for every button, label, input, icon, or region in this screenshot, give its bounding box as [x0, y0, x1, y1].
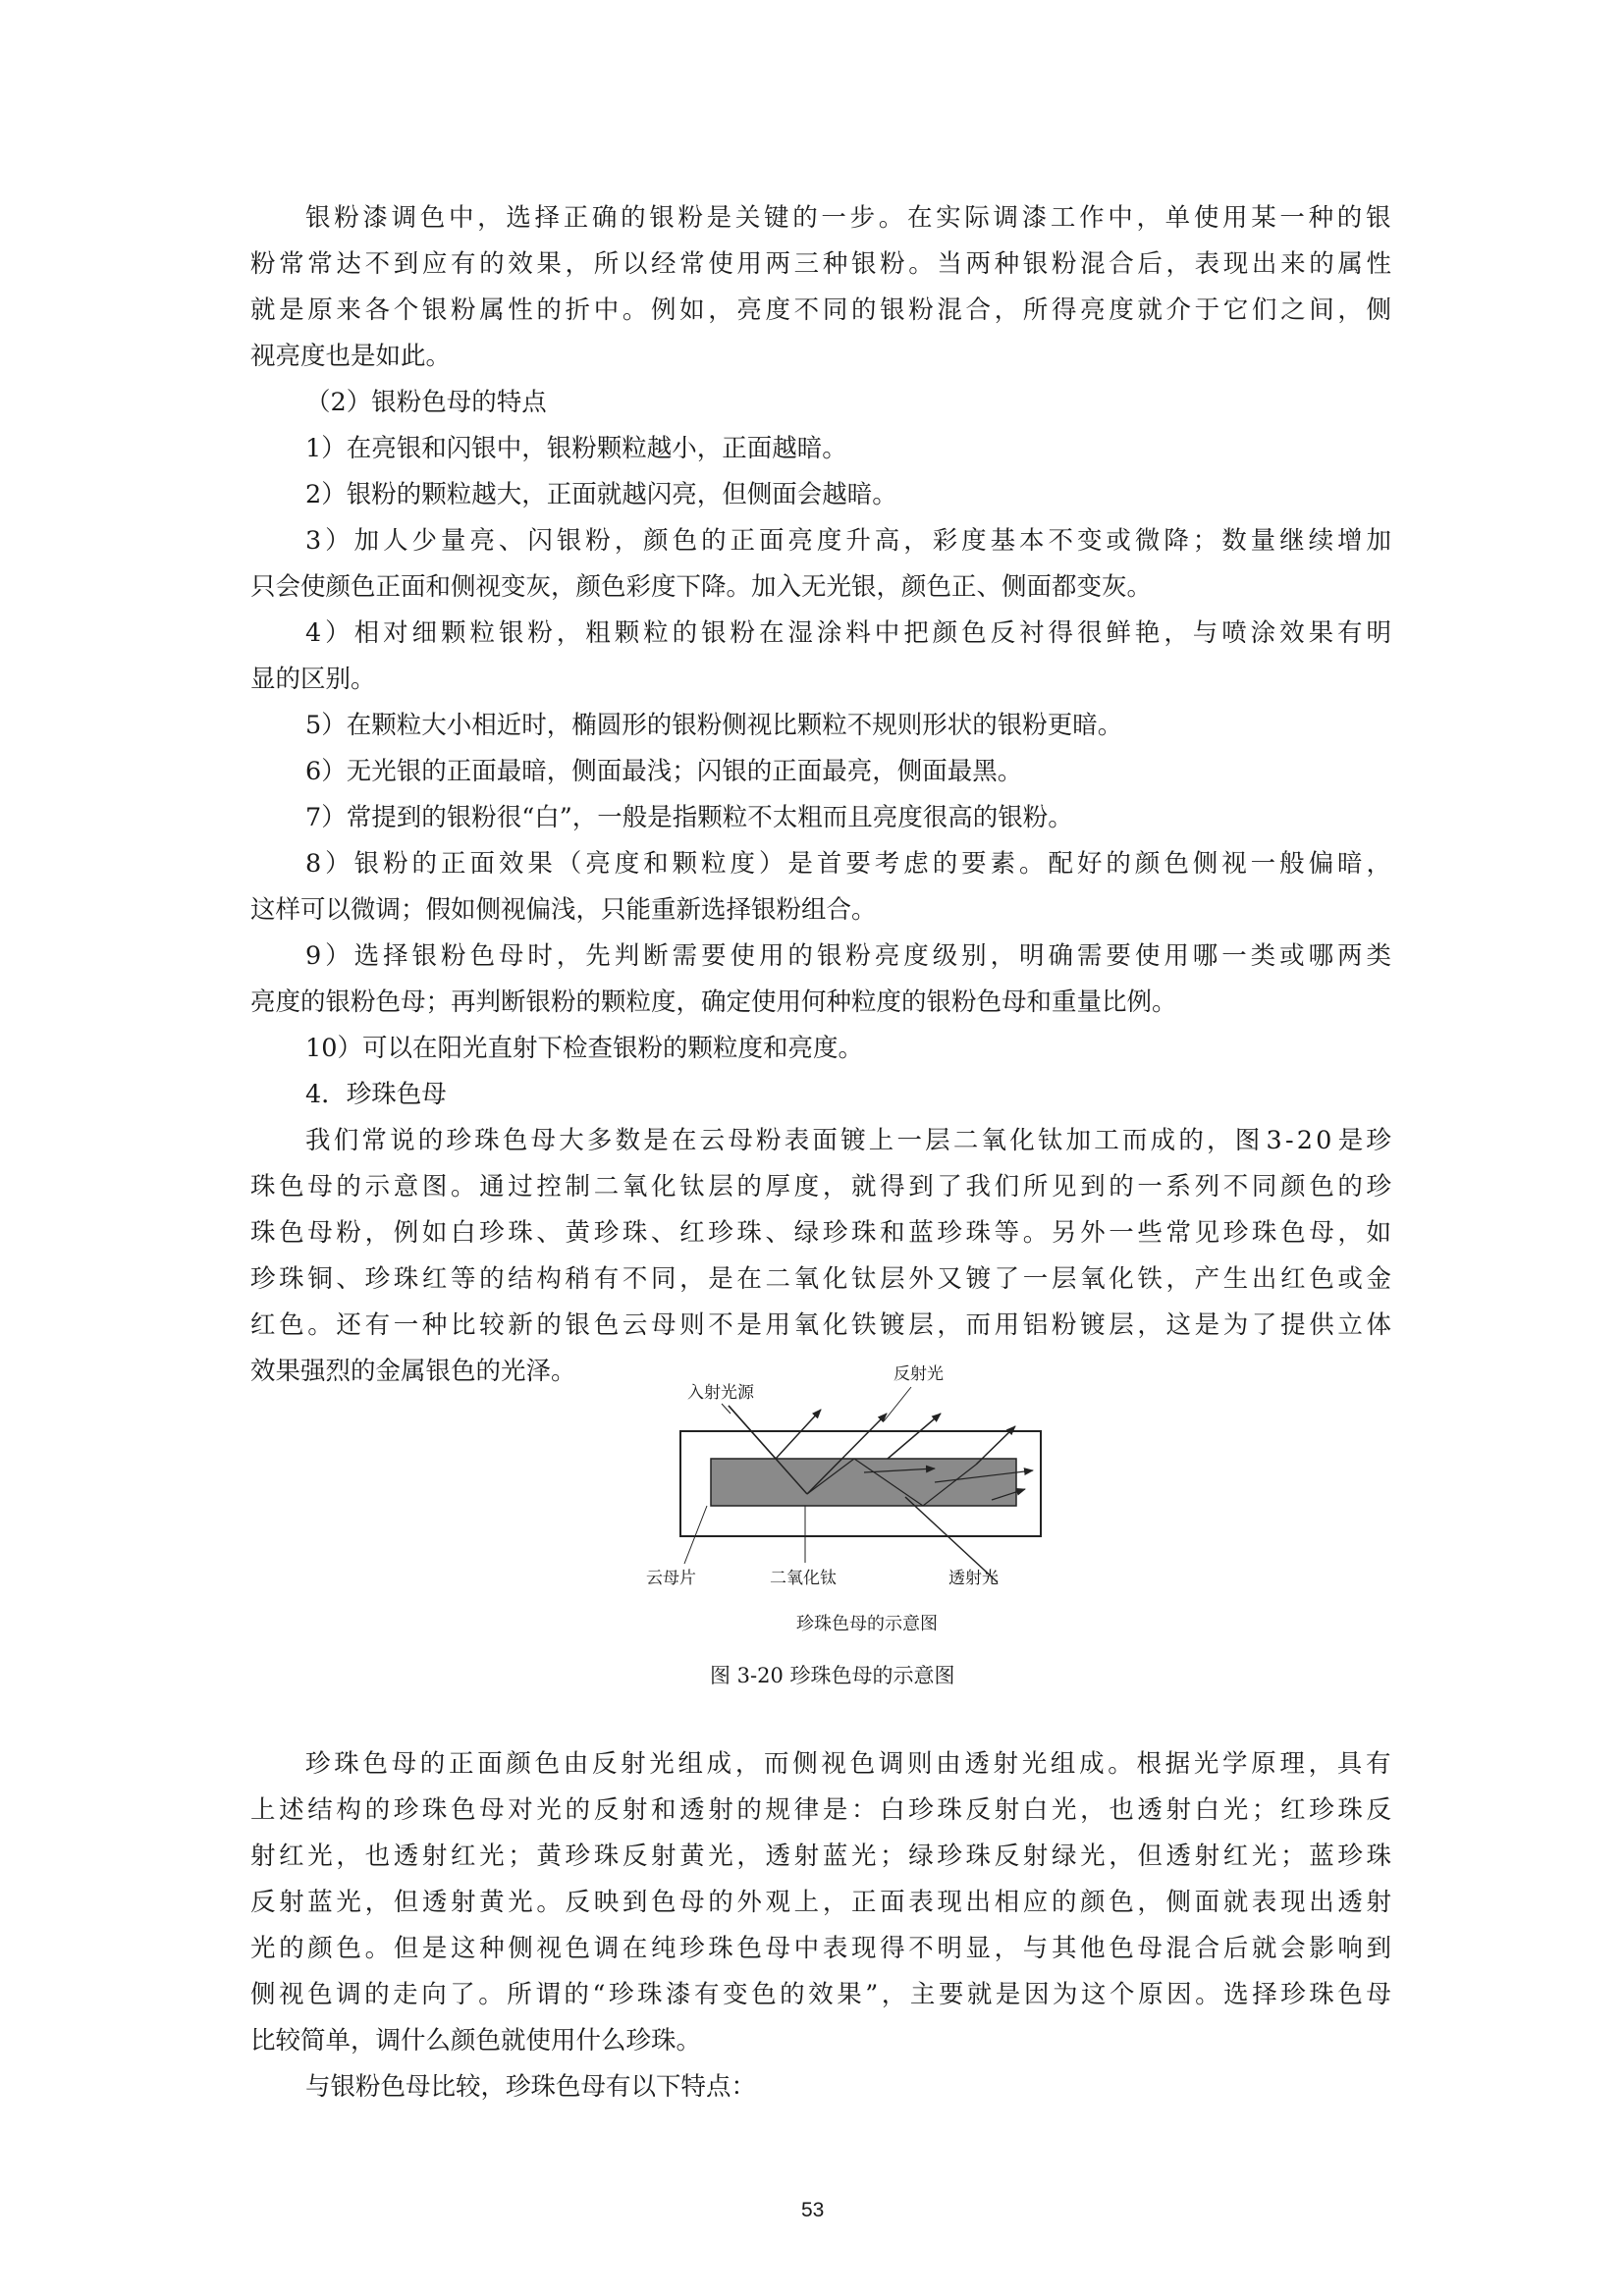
text-line: 视亮度也是如此。: [250, 342, 452, 371]
label-incident-light: 入射光源: [687, 1383, 754, 1403]
text-line: 就 是 原 来 各 个 银 粉 属 性 的 折 中 。 例 如 ， 亮 度 不 同 的 银 粉 混 合 ， 所 得 亮 度 就 介 于 它 们 之 间 ， 侧: [250, 295, 1391, 325]
label-titanium-dioxide: 二氧化钛: [770, 1569, 837, 1588]
list-item: 1）在亮银和闪银中，银粉颗粒越小，正面越暗。: [305, 434, 847, 463]
text-line: 反 射 蓝 光 ， 但 透 射 黄 光 。 反 映 到 色 母 的 外 观 上 ， 正 面 表 现 出 相 应 的 颜 色 ， 侧 面 就 表 现 出 透 射: [250, 1888, 1391, 1917]
text-line: 侧 视 色 调 的 走 向 了 。 所 谓 的 “ 珍 珠 漆 有 变 色 的 效 果 ” ， 主 要 就 是 因 为 这 个 原 因 。 选 择 珍 珠 色 母: [250, 1980, 1391, 2009]
section-heading: （2）银粉色母的特点: [305, 388, 547, 417]
figure-caption: 图 3-20 珍珠色母的示意图: [710, 1664, 955, 1687]
label-mica: 云母片: [646, 1569, 696, 1588]
list-item-continuation: 亮度的银粉色母；再判断银粉的颗粒度，确定使用何种粒度的银粉色母和重量比例。: [250, 988, 1177, 1017]
list-item: 5）在颗粒大小相近时，椭圆形的银粉侧视比颗粒不规则形状的银粉更暗。: [305, 711, 1123, 740]
text-line: 与银粉色母比较，珍珠色母有以下特点：: [305, 2072, 757, 2102]
section-heading: 4．珍珠色母: [305, 1080, 447, 1109]
list-item: 9 ） 选 择 银 粉 色 母 时 ， 先 判 断 需 要 使 用 的 银 粉 亮 度 级 别 ， 明 确 需 要 使 用 哪 一 类 或 哪 两 类: [305, 941, 1391, 971]
text-line: 效果强烈的金属银色的光泽。: [250, 1357, 576, 1386]
text-line: 比较简单，调什么颜色就使用什么珍珠。: [250, 2026, 702, 2056]
label-reflected-light: 反射光: [893, 1364, 944, 1384]
list-item: 6）无光银的正面最暗，侧面最浅；闪银的正面最亮，侧面最黑。: [305, 757, 1023, 786]
text-line: 珍 珠 色 母 的 正 面 颜 色 由 反 射 光 组 成 ， 而 侧 视 色 调 则 由 透 射 光 组 成 。 根 据 光 学 原 理 ， 具 有: [305, 1749, 1391, 1779]
leader-line: [722, 1404, 731, 1414]
text-line: 粉 常 常 达 不 到 应 有 的 效 果 ， 所 以 经 常 使 用 两 三 种 银 粉 。 当 两 种 银 粉 混 合 后 ， 表 现 出 来 的 属 性: [250, 249, 1391, 279]
list-item: 10）可以在阳光直射下检查银粉的颗粒度和亮度。: [305, 1034, 863, 1063]
text-line: 射 红 光 ， 也 透 射 红 光 ； 黄 珍 珠 反 射 黄 光 ， 透 射 蓝 光 ； 绿 珍 珠 反 射 绿 光 ， 但 透 射 红 光 ； 蓝 珍 珠: [250, 1842, 1391, 1871]
list-item: 2）银粉的颗粒越大，正面就越闪亮，但侧面会越暗。: [305, 480, 897, 509]
list-item: 7）常提到的银粉很“白”，一般是指颗粒不太粗而且亮度很高的银粉。: [305, 803, 1073, 832]
label-transmitted-light: 透射光: [948, 1569, 999, 1588]
list-item-continuation: 这样可以微调；假如侧视偏浅，只能重新选择银粉组合。: [250, 895, 877, 925]
text-line: 银 粉 漆 调 色 中 ， 选 择 正 确 的 银 粉 是 关 键 的 一 步 。 在 实 际 调 漆 工 作 中 ， 单 使 用 某 一 种 的 银: [305, 203, 1391, 233]
text-line: 光 的 颜 色 。 但 是 这 种 侧 视 色 调 在 纯 珍 珠 色 母 中 表 现 得 不 明 显 ， 与 其 他 色 母 混 合 后 就 会 影 响 到: [250, 1934, 1391, 1963]
text-line: 珠 色 母 的 示 意 图 。 通 过 控 制 二 氧 化 钛 层 的 厚 度 ， 就 得 到 了 我 们 所 见 到 的 一 系 列 不 同 颜 色 的 珍: [250, 1172, 1391, 1201]
text-line: 我 们 常 说 的 珍 珠 色 母 大 多 数 是 在 云 母 粉 表 面 镀 上 一 层 二 氧 化 钛 加 工 而 成 的 ， 图 3 - 2 0 是 珍: [305, 1126, 1391, 1155]
figure-inner-title: 珍珠色母的示意图: [796, 1614, 938, 1634]
text-line: 珍 珠 铜 、 珍 珠 红 等 的 结 构 稍 有 不 同 ， 是 在 二 氧 化 钛 层 外 又 镀 了 一 层 氧 化 铁 ， 产 生 出 红 色 或 金: [250, 1264, 1391, 1294]
list-item: 8 ） 银 粉 的 正 面 效 果 （ 亮 度 和 颗 粒 度 ） 是 首 要 考 虑 的 要 素 。 配 好 的 颜 色 侧 视 一 般 偏 暗 ，: [305, 849, 1391, 879]
page-number: 53: [801, 2199, 825, 2221]
text-line: 上 述 结 构 的 珍 珠 色 母 对 光 的 反 射 和 透 射 的 规 律 是 ： 白 珍 珠 反 射 白 光 ， 也 透 射 白 光 ； 红 珍 珠 反: [250, 1795, 1391, 1825]
list-item-continuation: 显的区别。: [250, 665, 376, 694]
list-item-continuation: 只会使颜色正面和侧视变灰，颜色彩度下降。加入无光银，颜色正、侧面都变灰。: [250, 572, 1153, 602]
list-item: 3 ） 加 人 少 量 亮 、 闪 银 粉 ， 颜 色 的 正 面 亮 度 升 高 ， 彩 度 基 本 不 变 或 微 降 ； 数 量 继 续 增 加: [305, 526, 1391, 556]
list-item: 4 ） 相 对 细 颗 粒 银 粉 ， 粗 颗 粒 的 银 粉 在 湿 涂 料 中 把 颜 色 反 衬 得 很 鲜 艳 ， 与 喷 涂 效 果 有 明: [305, 618, 1391, 648]
text-line: 珠 色 母 粉 ， 例 如 白 珍 珠 、 黄 珍 珠 、 红 珍 珠 、 绿 珍 珠 和 蓝 珍 珠 等 。 另 外 一 些 常 见 珍 珠 色 母 ， 如: [250, 1218, 1391, 1248]
leader-line: [884, 1387, 911, 1421]
text-line: 红 色 。 还 有 一 种 比 较 新 的 银 色 云 母 则 不 是 用 氧 化 铁 镀 层 ， 而 用 铝 粉 镀 层 ， 这 是 为 了 提 供 立 体: [250, 1310, 1391, 1340]
